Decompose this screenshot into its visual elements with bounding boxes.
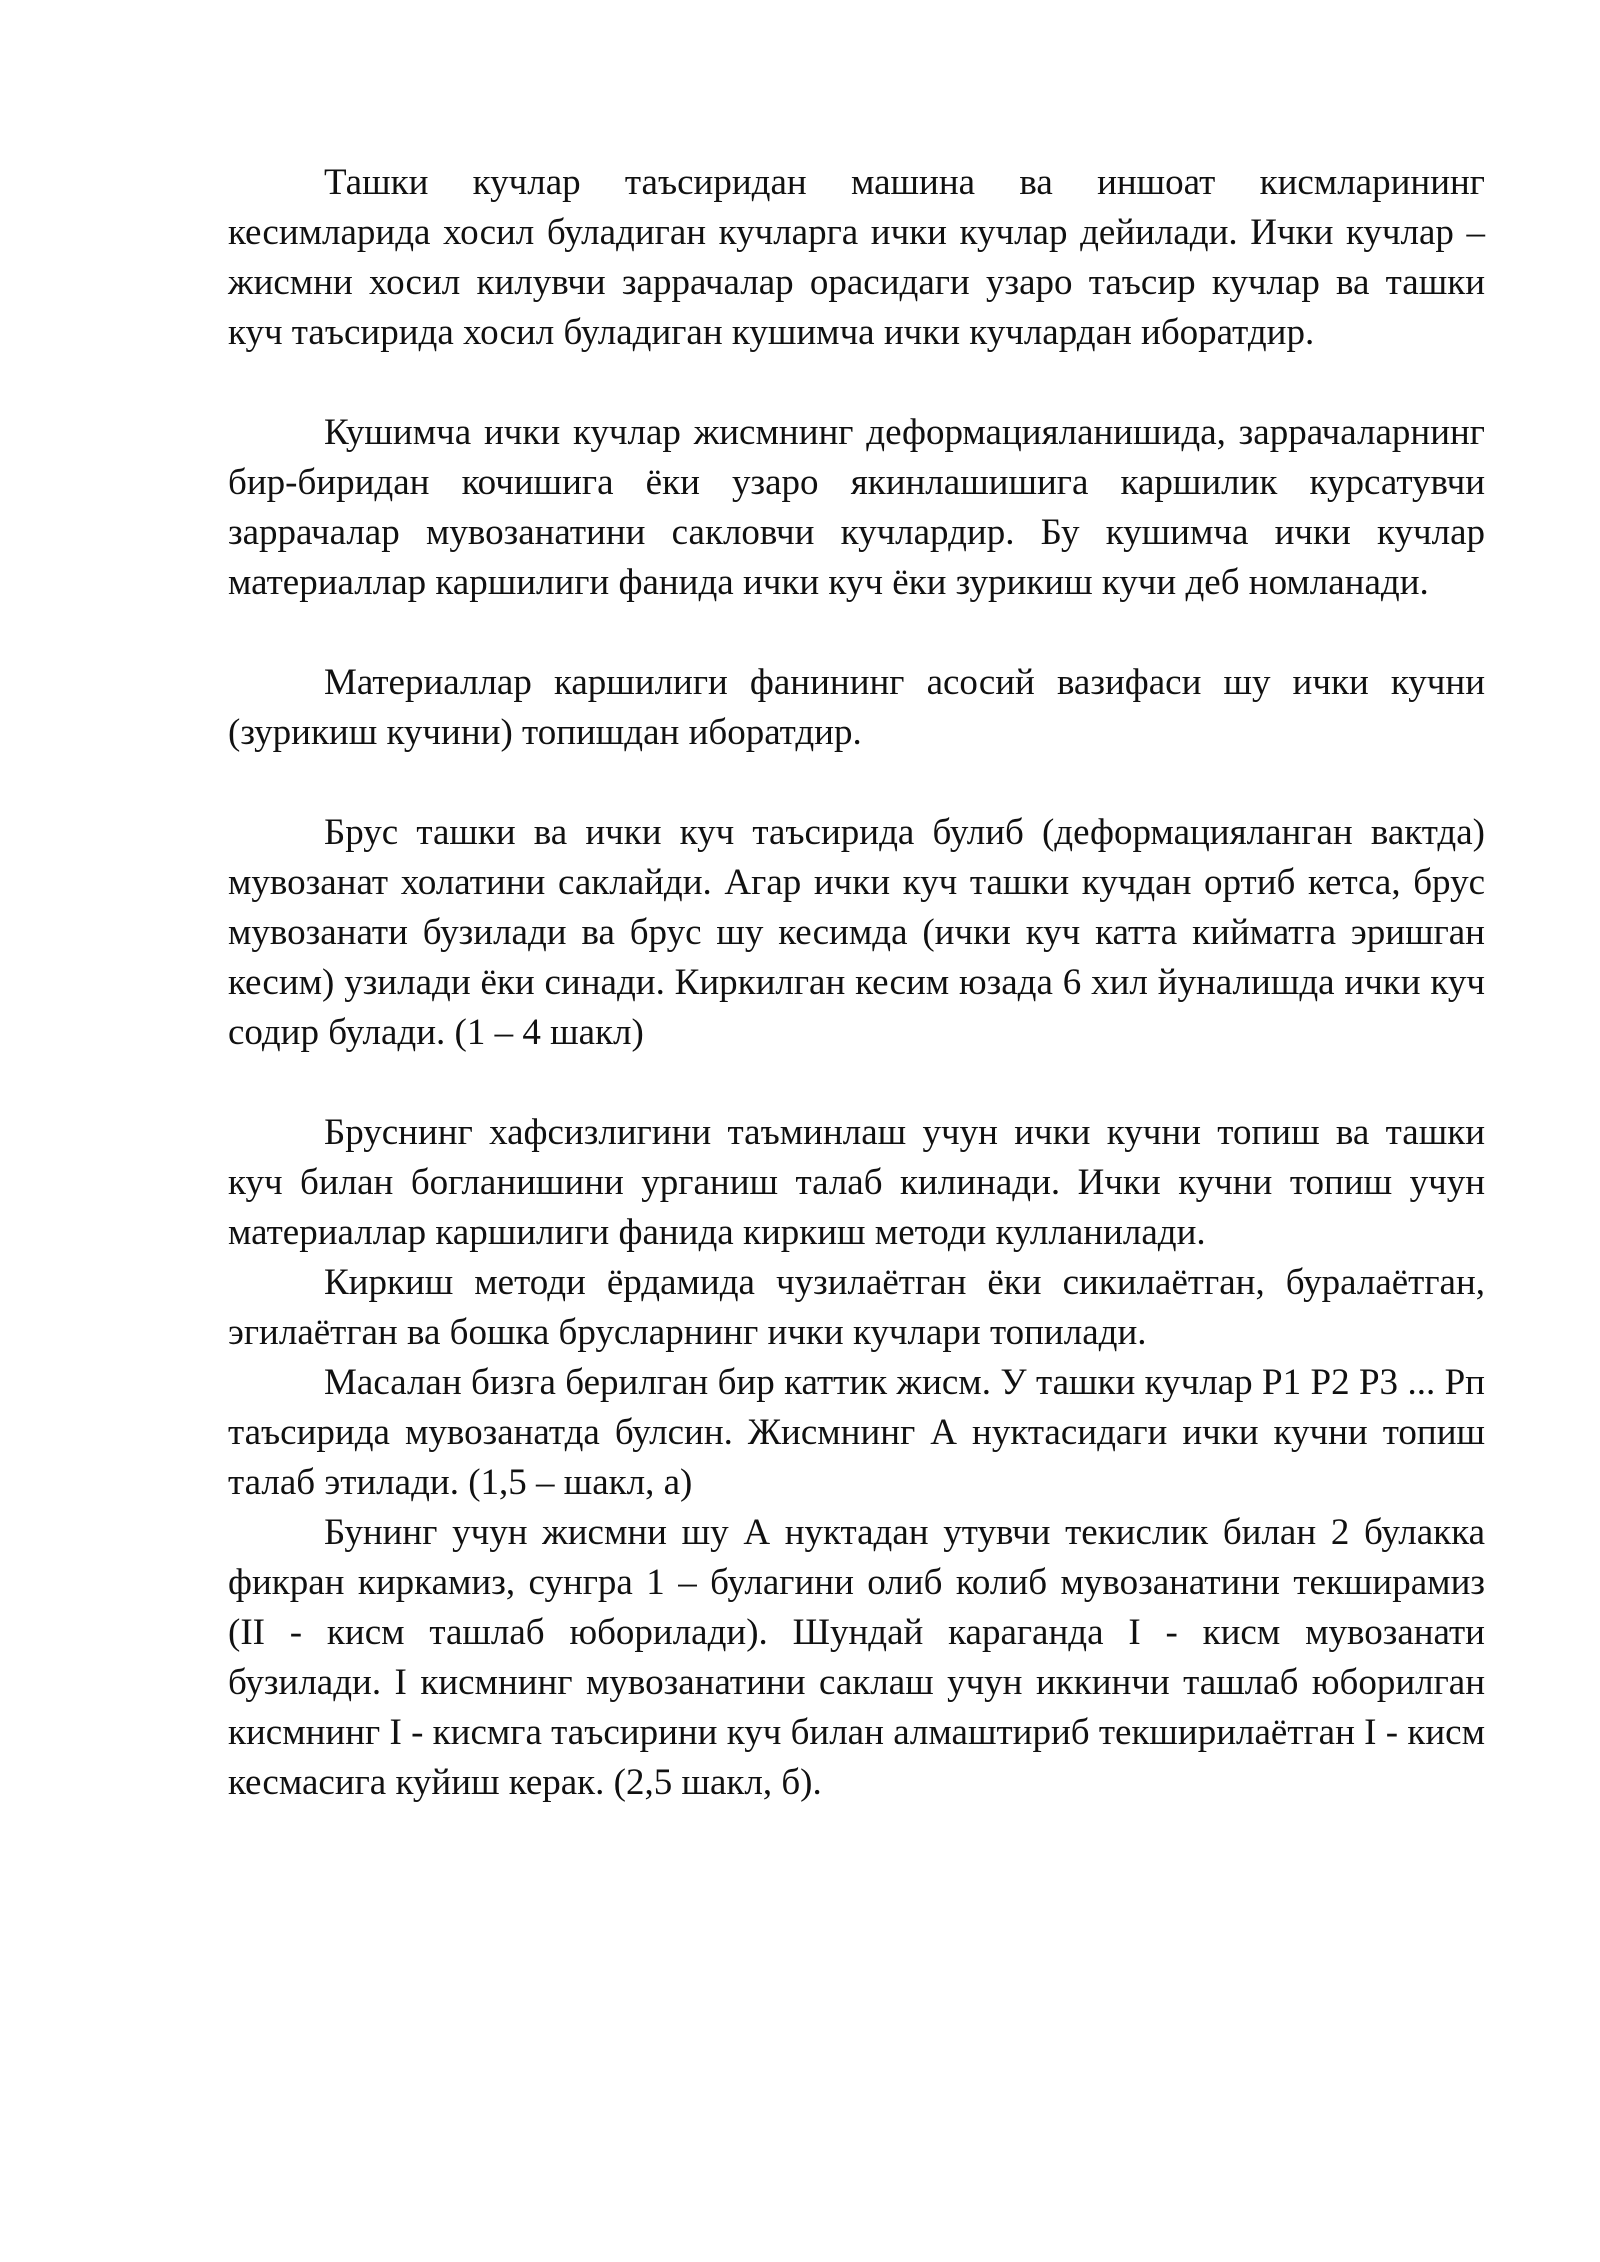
paragraph-cutting-procedure: Бунинг учун жисмни шу А нуктадан утувчи текислик билан 2 булакка фикран киркамиз, сунгра 1 – булагини олиб колиб мувозанатини текширамиз (II - кисм ташлаб юборилади). Шундай караганда I - кисм мувозанати бузилади. I кисмнинг мувозанатини саклаш учун иккинчи ташлаб юборилган кисмнинг I - кисмга таъсирини куч билан алмаштириб текширилаётган I - кисм кесмасига куйиш керак. (2,5 шакл, б). [228, 1512, 1485, 1803]
paragraph-beam-safety: Бруснинг хафсизлигини таъминлаш учун ички кучни топиш ва ташки куч билан богланишини урганиш талаб килинади. Ички кучни топиш учун материаллар каршилиги фанида киркиш методи кулланилади. [228, 1112, 1485, 1253]
document-page [228, 158, 1485, 1808]
paragraph-internal-forces-definition: Ташки кучлар таъсиридан машина ва иншоат кисмларининг кесимларида хосил буладиган кучларга ички кучлар дейилади. Ички кучлар – жисмни хосил килувчи заррачалар орасидаги узаро таъсир кучлар ва ташки куч таъсирида хосил буладиган кушимча ички кучлардан иборатдир. [228, 162, 1485, 353]
paragraph-additional-internal-forces: Кушимча ички кучлар жисмнинг деформацияланишида, заррачаларнинг бир-биридан кочишига ёки узаро якинлашишига каршилик курсатувчи заррачалар мувозанатини сакловчи кучлардир. Бу кушимча ички кучлар материаллар каршилиги фанида ички куч ёки зурикиш кучи деб номланади. [228, 412, 1485, 603]
paragraph-main-task: Материаллар каршилиги фанининг асосий вазифаси шу ички кучни (зурикиш кучини) топишдан иборатдир. [228, 662, 1485, 753]
paragraph-beam-equilibrium: Брус ташки ва ички куч таъсирида булиб (деформацияланган вактда) мувозанат холатини саклайди. Агар ички куч ташки кучдан ортиб кетса, брус мувозанати бузилади ва брус шу кесимда (ички куч катта кийматга эришган кесим) узилади ёки синади. Киркилган кесим юзада 6 хил йуналишда ички куч содир булади. (1 – 4 шакл) [228, 812, 1485, 1053]
paragraph-example-rigid-body: Масалан бизга берилган бир каттик жисм. У ташки кучлар Р1 Р2 Р3 ... Рп таъсирида мувозанатда булсин. Жисмнинг А нуктасидаги ички кучни топиш талаб этилади. (1,5 – шакл, а) [228, 1362, 1485, 1503]
paragraph-section-method: Киркиш методи ёрдамида чузилаётган ёки сикилаётган, буралаётган, эгилаётган ва бошка брусларнинг ички кучлари топилади. [228, 1262, 1485, 1353]
